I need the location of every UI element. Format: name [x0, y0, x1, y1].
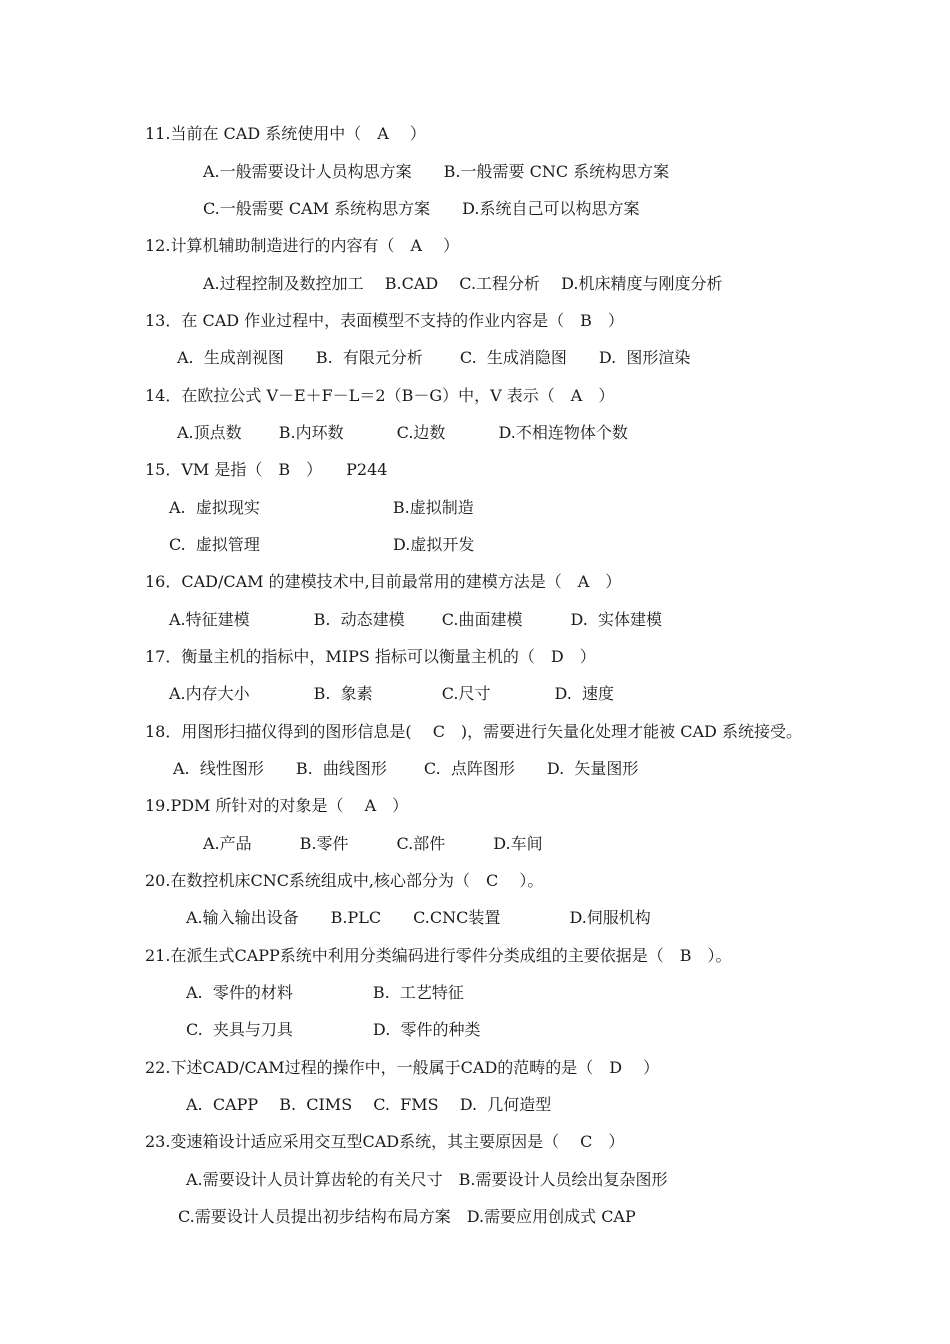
question-16-options-row-1: A.特征建模 B. 动态建模 C.曲面建模 D. 实体建模	[169, 610, 663, 629]
question-11-options-row-2: C.一般需要 CAM 系统构思方案 D.系统自己可以构思方案	[203, 199, 640, 218]
question-12-options-row-1: A.过程控制及数控加工 B.CAD C.工程分析 D.机床精度与刚度分析	[203, 274, 723, 293]
question-23-options-row-1: A.需要设计人员计算齿轮的有关尺寸 B.需要设计人员绘出复杂图形	[186, 1170, 668, 1189]
question-22-stem: 22.下述CAD/CAM过程的操作中，一般属于CAD的范畴的是（ D ）	[145, 1058, 660, 1077]
question-17-options-row-1: A.内存大小 B. 象素 C.尺寸 D. 速度	[169, 684, 615, 703]
question-12-stem: 12.计算机辅助制造进行的内容有（ A ）	[145, 236, 460, 255]
question-21-options-row-2: C. 夹具与刀具 D. 零件的种类	[186, 1020, 481, 1039]
question-20-options-row-1: A.输入输出设备 B.PLC C.CNC装置 D.伺服机构	[186, 908, 651, 927]
question-14-options-row-1: A.顶点数 B.内环数 C.边数 D.不相连物体个数	[177, 423, 628, 442]
question-18-options-row-1: A. 线性图形 B. 曲线图形 C. 点阵图形 D. 矢量图形	[173, 759, 639, 778]
question-17-stem: 17．衡量主机的指标中，MIPS 指标可以衡量主机的（ D ）	[145, 647, 596, 666]
question-19-stem: 19.PDM 所针对的对象是（ A ）	[145, 796, 409, 815]
question-15-options-row-1: A. 虚拟现实 B.虚拟制造	[169, 498, 474, 517]
question-23-options-row-2: C.需要设计人员提出初步结构布局方案 D.需要应用创成式 CAP	[178, 1207, 636, 1226]
question-15-stem: 15．VM 是指（ B ） P244	[145, 460, 388, 479]
question-20-stem: 20.在数控机床CNC系统组成中,核心部分为（ C ）。	[145, 871, 544, 890]
question-14-stem: 14．在欧拉公式 V－E＋F－L＝2（B－G）中，V 表示（ A ）	[145, 386, 615, 405]
question-19-options-row-1: A.产品 B.零件 C.部件 D.车间	[203, 834, 543, 853]
question-16-stem: 16．CAD/CAM 的建模技术中,目前最常用的建模方法是（ A ）	[145, 572, 622, 591]
question-21-options-row-1: A. 零件的材料 B. 工艺特征	[186, 983, 464, 1002]
question-23-stem: 23.变速箱设计适应采用交互型CAD系统，其主要原因是（ C ）	[145, 1132, 625, 1151]
question-11-stem: 11.当前在 CAD 系统使用中（ A ）	[145, 124, 426, 143]
question-18-stem: 18．用图形扫描仪得到的图形信息是( C )，需要进行矢量化处理才能被 CAD 系统接受。	[145, 722, 802, 741]
question-21-stem: 21.在派生式CAPP系统中利用分类编码进行零件分类成组的主要依据是（ B ）。	[145, 946, 732, 965]
question-15-options-row-2: C. 虚拟管理 D.虚拟开发	[169, 535, 475, 554]
question-11-options-row-1: A.一般需要设计人员构思方案 B.一般需要 CNC 系统构思方案	[203, 162, 670, 181]
question-22-options-row-1: A. CAPP B. CIMS C. FMS D. 几何造型	[186, 1095, 552, 1114]
question-13-stem: 13．在 CAD 作业过程中，表面模型不支持的作业内容是（ B ）	[145, 311, 624, 330]
question-13-options-row-1: A. 生成剖视图 B. 有限元分析 C. 生成消隐图 D. 图形渲染	[177, 348, 691, 367]
